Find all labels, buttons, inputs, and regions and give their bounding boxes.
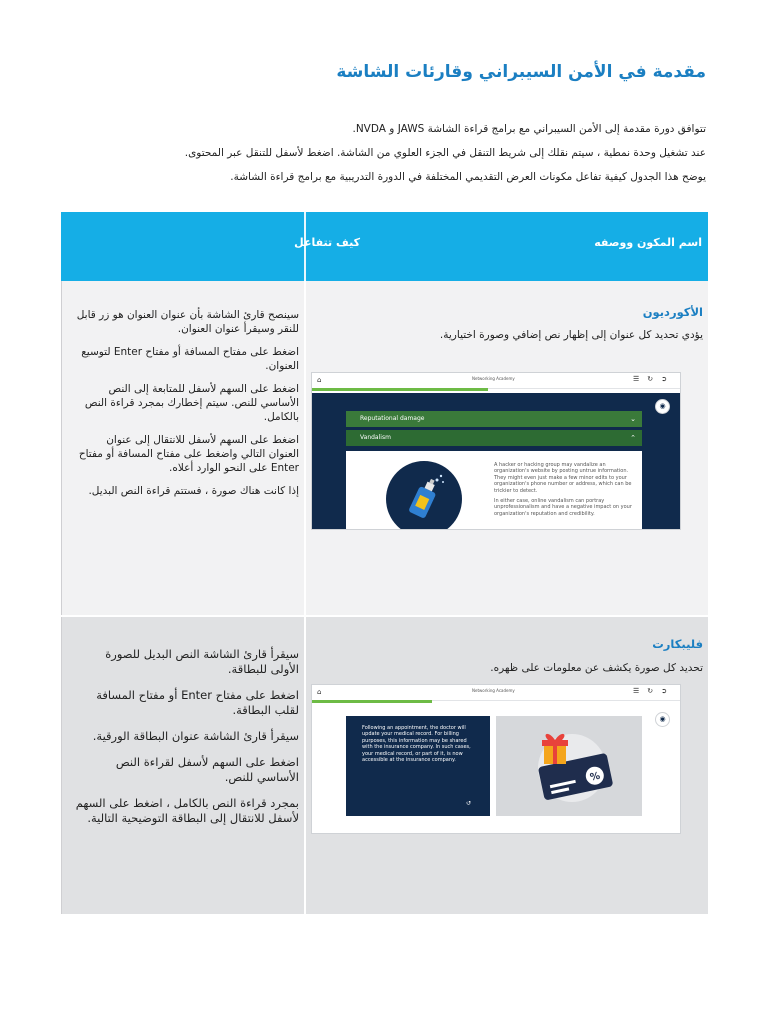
component-description: تحديد كل صورة يكشف عن معلومات على ظهره. [490,662,703,674]
accordion-item-vandalism [346,430,642,446]
step-text: إذا كانت هناك صورة ، فستتم قراءة النص البديل. [88,485,299,497]
step-text: سيقرأ قارئ الشاشة عنوان البطاقة الورقية. [92,729,299,743]
component-description: يؤدي تحديد كل عنوان إلى إظهار نص إضافي وصورة اختيارية. [439,329,703,341]
accordion-screenshot [312,373,680,529]
academy-logo: Networking Academy [472,688,515,693]
step-text: اضغط على مفتاح Enter أو مفتاح المسافة لقلب البطاقة. [96,688,299,717]
accordion-paragraph: A hacker or hacking group may vandalize an organization's website by posting untrue information. They might even just make a few minor edits to your organization's phone number or address, which can be trickier to detect. [494,462,632,494]
progress-bar [312,700,432,703]
accordion-item-label: Vandalism [360,434,391,441]
accordion-item-reputational [346,411,642,427]
step-text: اضغط على السهم لأسفل للمتابعة إلى النص الأساسي للنص. سيتم إخطارك بمجرد قراءة النص بالكامل. [84,383,299,423]
toolbar-icons: ☰↻➲ [632,687,675,695]
mockup-topbar [312,373,680,389]
interaction-cell [61,281,305,615]
step-text: سيقرأ قارئ الشاشة النص البديل للصورة الأولى للبطاقة. [105,647,299,676]
accordion-body [346,451,642,529]
flipcard-back[interactable] [346,716,490,816]
academy-logo: Networking Academy [472,376,515,381]
intro-text [40,117,706,189]
flipcard-text: Following an appointment, the doctor will update your medical record. For billing purposes, this information may be shared with the insurance company. In such cases, your medical record, or part of it, is now accessible at the insurance company. [362,725,471,764]
shield-icon: ◉ [655,399,670,414]
step-text: بمجرد قراءة النص بالكامل ، اضغط على السهم لأسفل للانتقال إلى البطاقة التوضيحية التالية. [75,796,299,825]
component-cell [306,281,708,615]
shield-icon: ◉ [655,712,670,727]
intro-line: يوضح هذا الجدول كيفية تفاعل مكونات العرض التقديمي المختلفة في الدورة التدريبية مع برامج قراءة الشاشة. [230,171,706,183]
chevron-down-icon: ⌄ [630,415,636,423]
flip-icon: ↺ [466,800,472,807]
component-cell [306,617,708,914]
progress-bar [312,388,488,391]
interaction-cell [61,617,305,914]
flipcard-screenshot [312,685,680,833]
accordion-body-text [494,462,634,521]
flipcard-front[interactable] [496,716,642,816]
page-title: مقدمة في الأمن السيبراني وقارئات الشاشة [336,62,706,82]
spray-can-illustration [386,461,462,529]
accordion-paragraph: In either case, online vandalism can portray unprofessionalism and have a negative impact on your organization's reputation and credibility. [494,498,632,517]
spray-can-icon [386,461,462,529]
home-icon: ⌂ [317,376,322,384]
table-row [61,281,708,615]
components-table [61,212,708,914]
svg-text:%: % [589,770,602,784]
gift-card-icon [496,716,642,816]
step-text: اضغط على مفتاح المسافة أو مفتاح Enter لتوسيع العنوان. [81,346,299,372]
home-icon: ⌂ [317,688,322,696]
header-component: اسم المكون ووصفه [594,236,702,249]
accordion-item-label: Reputational damage [360,415,425,422]
intro-line: تتوافق دورة مقدمة إلى الأمن السيبراني مع برامج قراءة الشاشة JAWS و NVDA. [352,123,706,135]
component-name: الأكورديون [642,305,703,319]
accordion-panel [312,393,680,529]
toolbar-icons: ☰↻➲ [632,375,675,383]
mockup-topbar [312,685,680,701]
chevron-up-icon: ⌃ [630,434,636,442]
interaction-steps [74,647,299,837]
step-text: اضغط على السهم لأسفل للانتقال إلى عنوان العنوان التالي واضغط على مفتاح المسافة أو مفتاح Enter على النحو الوارد أعلاه. [78,434,299,474]
table-row [61,617,708,914]
step-text: سينصح قارئ الشاشة بأن عنوان العنوان هو زر قابل للنقر وسيقرأ عنوان العنوان. [76,309,299,335]
interaction-steps [74,308,299,507]
table-header [61,212,708,281]
component-name: فليبكارت [652,637,703,651]
step-text: اضغط على السهم لأسفل لقراءة النص الأساسي للنص. [115,755,299,784]
header-interaction: كيف تتفاعل [294,236,360,249]
intro-line: عند تشغيل وحدة نمطية ، سيتم نقلك إلى شريط التنقل في الجزء العلوي من الشاشة. اضغط لأسفل للتنقل عبر المحتوى. [184,147,706,159]
